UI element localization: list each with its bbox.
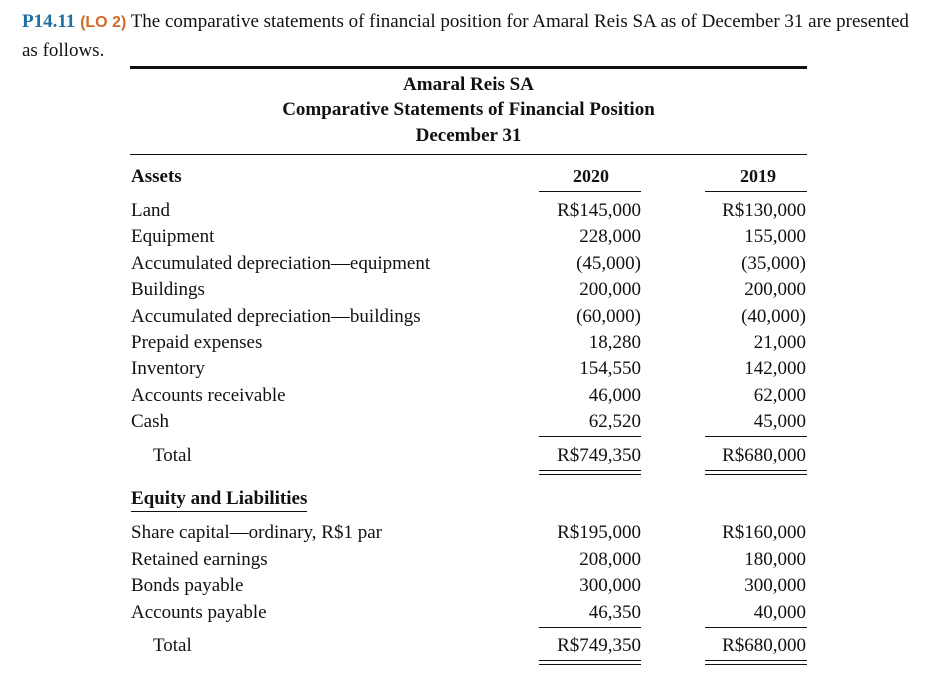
- row-label: Retained earnings: [131, 549, 268, 570]
- value-2019: 142,000: [744, 358, 806, 379]
- learning-objective: (LO 2): [80, 14, 127, 31]
- problem-number: P14.11: [22, 11, 76, 32]
- row-label: Inventory: [131, 358, 205, 379]
- value-2020: 300,000: [579, 575, 641, 596]
- value-2019: 155,000: [744, 226, 806, 247]
- column-header-2019: 2019: [740, 166, 776, 186]
- value-2019: 45,000: [753, 411, 806, 432]
- double-rule-2019: [705, 660, 807, 665]
- row-label: Cash: [131, 411, 169, 432]
- row-label: Prepaid expenses: [131, 332, 263, 353]
- total-label: Total: [153, 635, 192, 656]
- total-2019: R$680,000: [722, 635, 806, 656]
- company-name: Amaral Reis SA: [403, 74, 534, 95]
- subtotal-rule-2020: [539, 436, 641, 437]
- column-header-2020-underline: [539, 191, 641, 192]
- total-2020: R$749,350: [557, 635, 641, 656]
- column-header-2019-underline: [705, 191, 807, 192]
- value-2019: 62,000: [753, 385, 806, 406]
- row-label: Bonds payable: [131, 575, 244, 596]
- value-2019: R$130,000: [722, 200, 806, 221]
- row-label: Equipment: [131, 226, 215, 247]
- value-2020: 18,280: [588, 332, 641, 353]
- total-2019: R$680,000: [722, 445, 806, 466]
- value-2019: (40,000): [741, 306, 806, 327]
- value-2019: R$160,000: [722, 522, 806, 543]
- total-2020: R$749,350: [557, 445, 641, 466]
- value-2020: 46,000: [588, 385, 641, 406]
- row-label: Share capital—ordinary, R$1 par: [131, 522, 382, 543]
- value-2020: (45,000): [576, 253, 641, 274]
- column-header-2020: 2020: [573, 166, 609, 186]
- value-2020: 154,550: [579, 358, 641, 379]
- assets-heading: Assets: [131, 166, 182, 187]
- value-2020: 208,000: [579, 549, 641, 570]
- row-label: Accumulated depreciation—buildings: [131, 306, 421, 327]
- header-rule: [130, 154, 807, 155]
- value-2020: R$195,000: [557, 522, 641, 543]
- total-label: Total: [153, 445, 192, 466]
- value-2020: R$145,000: [557, 200, 641, 221]
- statement-title: Comparative Statements of Financial Position: [282, 99, 655, 120]
- value-2019: 40,000: [753, 602, 806, 623]
- value-2019: 200,000: [744, 279, 806, 300]
- problem-statement: [22, 8, 922, 65]
- subtotal-rule-2019: [705, 436, 807, 437]
- value-2019: 21,000: [753, 332, 806, 353]
- row-label: Accumulated depreciation—equipment: [131, 253, 431, 274]
- value-2020: 62,520: [588, 411, 641, 432]
- value-2020: 228,000: [579, 226, 641, 247]
- double-rule-2020: [539, 470, 641, 475]
- row-label: Accounts receivable: [131, 385, 286, 406]
- subtotal-rule-2019: [705, 627, 807, 628]
- value-2019: 180,000: [744, 549, 806, 570]
- row-label: Accounts payable: [131, 602, 267, 623]
- double-rule-2019: [705, 470, 807, 475]
- value-2020: 200,000: [579, 279, 641, 300]
- statement-date: December 31: [415, 125, 522, 146]
- value-2019: 300,000: [744, 575, 806, 596]
- row-label: Land: [131, 200, 171, 221]
- value-2020: 46,350: [588, 602, 641, 623]
- problem-text: The comparative statements of financial position for Amaral Reis SA as of December 31 are presented as follows.: [22, 11, 909, 61]
- value-2019: (35,000): [741, 253, 806, 274]
- subtotal-rule-2020: [539, 627, 641, 628]
- value-2020: (60,000): [576, 306, 641, 327]
- row-label: Buildings: [131, 279, 205, 300]
- double-rule-2020: [539, 660, 641, 665]
- statement-top-rule: [130, 66, 807, 69]
- equity-liabilities-heading: Equity and Liabilities: [131, 488, 307, 512]
